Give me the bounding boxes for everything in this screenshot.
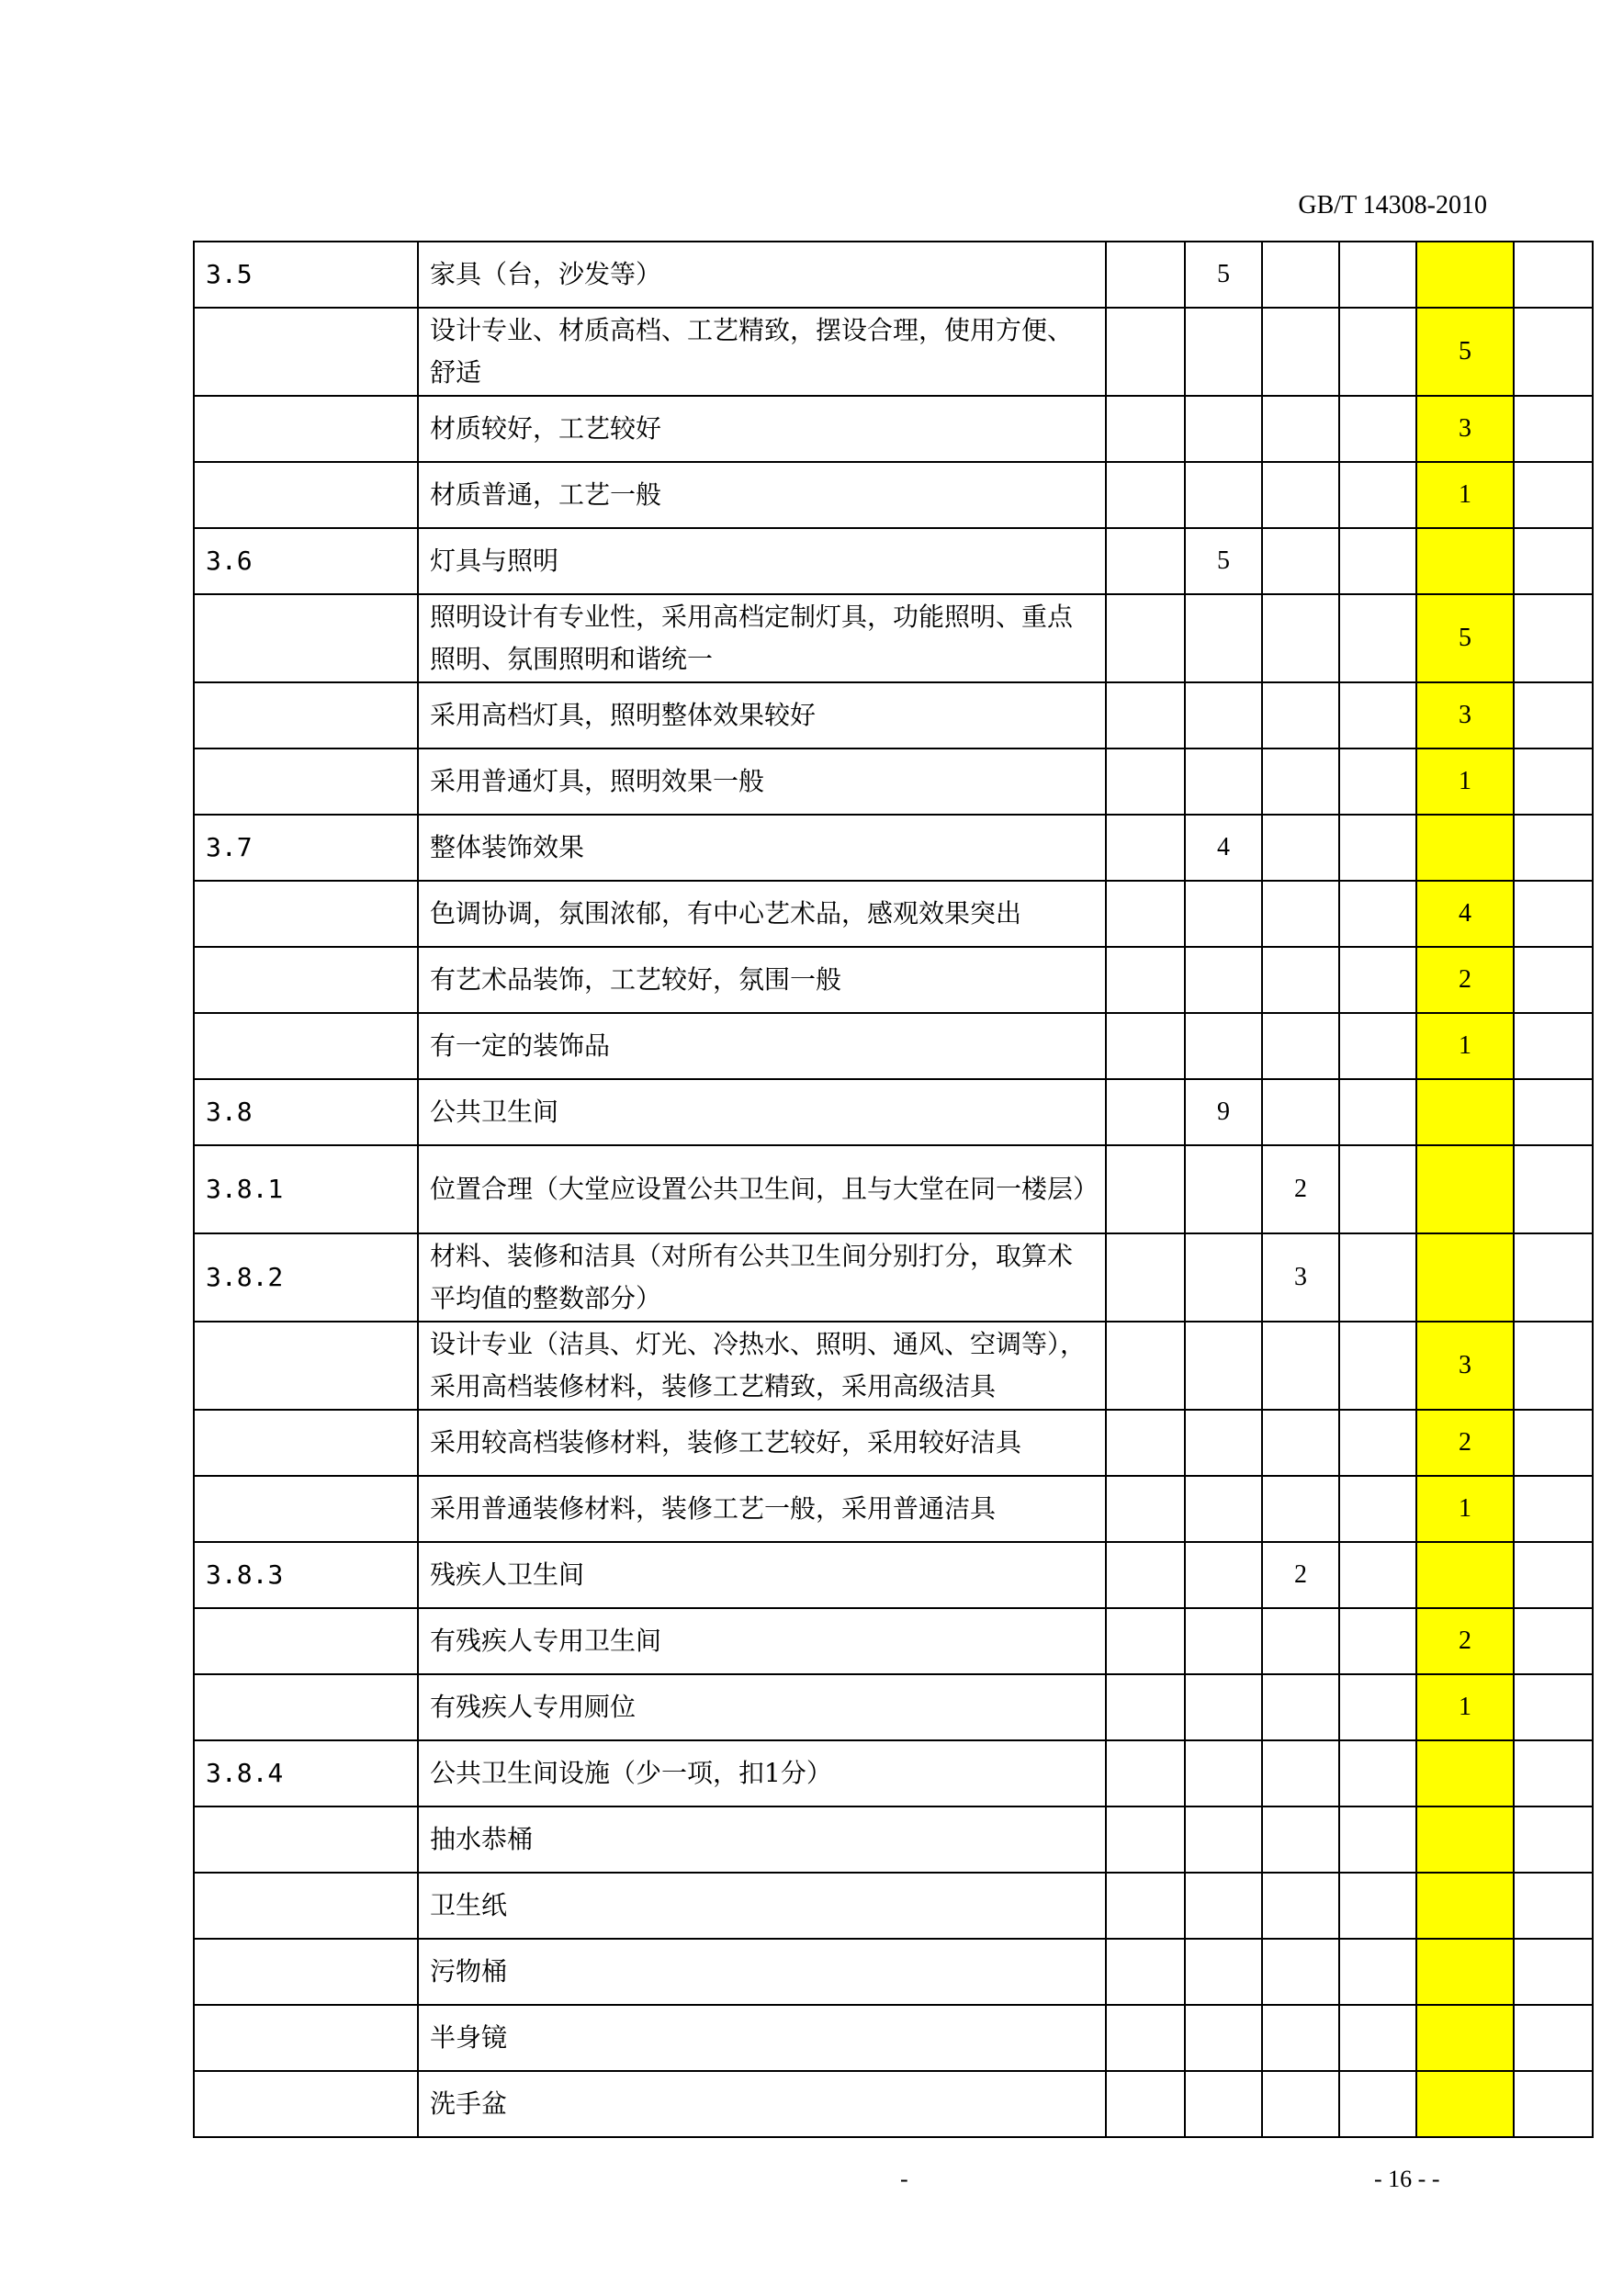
highlighted-score-cell xyxy=(1416,2005,1514,2071)
highlighted-score-cell: 2 xyxy=(1416,1608,1514,1674)
highlighted-score-cell: 2 xyxy=(1416,947,1514,1013)
score-col-6-cell xyxy=(1514,1013,1593,1079)
score-col-4-cell xyxy=(1339,396,1416,462)
item-number-cell: 3.8.2 xyxy=(194,1233,418,1322)
score-col-4-cell xyxy=(1339,682,1416,748)
score-col-6-cell xyxy=(1514,1740,1593,1806)
score-col-3-cell: 2 xyxy=(1262,1542,1339,1608)
score-col-2-cell xyxy=(1185,2005,1262,2071)
score-col-6-cell xyxy=(1514,748,1593,815)
score-col-1-cell xyxy=(1106,462,1185,528)
score-col-4-cell xyxy=(1339,1674,1416,1740)
item-description-cell: 公共卫生间设施（少一项，扣1分） xyxy=(418,1740,1106,1806)
table-row xyxy=(194,815,1593,881)
score-col-1-cell xyxy=(1106,1939,1185,2005)
item-number-cell xyxy=(194,947,418,1013)
highlighted-score-cell xyxy=(1416,1873,1514,1939)
highlighted-score-cell xyxy=(1416,1939,1514,2005)
item-description-cell: 卫生纸 xyxy=(418,1873,1106,1939)
score-col-4-cell xyxy=(1339,1542,1416,1608)
score-col-4-cell xyxy=(1339,881,1416,947)
item-description-cell: 洗手盆 xyxy=(418,2071,1106,2137)
highlighted-score-cell xyxy=(1416,1806,1514,1873)
score-col-4-cell xyxy=(1339,528,1416,594)
table-row xyxy=(194,947,1593,1013)
item-number-cell xyxy=(194,1873,418,1939)
item-number-cell: 3.8.3 xyxy=(194,1542,418,1608)
item-number-cell: 3.8 xyxy=(194,1079,418,1145)
score-col-1-cell xyxy=(1106,528,1185,594)
score-col-1-cell xyxy=(1106,1674,1185,1740)
score-col-2-cell: 4 xyxy=(1185,815,1262,881)
table-row xyxy=(194,308,1593,396)
item-description-cell: 位置合理（大堂应设置公共卫生间，且与大堂在同一楼层） xyxy=(418,1145,1106,1233)
highlighted-score-cell xyxy=(1416,1542,1514,1608)
score-col-4-cell xyxy=(1339,462,1416,528)
standard-code: GB/T 14308-2010 xyxy=(1298,191,1487,219)
score-col-1-cell xyxy=(1106,242,1185,308)
score-col-1-cell xyxy=(1106,1145,1185,1233)
score-col-3-cell xyxy=(1262,1322,1339,1410)
score-col-2-cell xyxy=(1185,1322,1262,1410)
score-col-2-cell xyxy=(1185,1542,1262,1608)
table-row xyxy=(194,682,1593,748)
score-col-6-cell xyxy=(1514,1079,1593,1145)
item-number-cell xyxy=(194,748,418,815)
score-col-2-cell xyxy=(1185,748,1262,815)
score-col-6-cell xyxy=(1514,947,1593,1013)
highlighted-score-cell: 1 xyxy=(1416,1674,1514,1740)
score-col-2-cell xyxy=(1185,1233,1262,1322)
score-col-1-cell xyxy=(1106,947,1185,1013)
scoring-table xyxy=(193,241,1594,2138)
item-description-cell: 采用高档灯具，照明整体效果较好 xyxy=(418,682,1106,748)
score-col-4-cell xyxy=(1339,2005,1416,2071)
score-col-3-cell xyxy=(1262,682,1339,748)
score-col-6-cell xyxy=(1514,815,1593,881)
highlighted-score-cell xyxy=(1416,2071,1514,2137)
score-col-3-cell xyxy=(1262,1939,1339,2005)
item-number-cell xyxy=(194,594,418,682)
item-description-cell: 有残疾人专用厕位 xyxy=(418,1674,1106,1740)
score-col-4-cell xyxy=(1339,815,1416,881)
score-col-1-cell xyxy=(1106,396,1185,462)
score-col-1-cell xyxy=(1106,1013,1185,1079)
score-col-3-cell xyxy=(1262,947,1339,1013)
score-col-4-cell xyxy=(1339,1013,1416,1079)
score-col-3-cell xyxy=(1262,1674,1339,1740)
page-number: - 16 - - xyxy=(1374,2166,1440,2192)
item-number-cell: 3.7 xyxy=(194,815,418,881)
score-col-3-cell xyxy=(1262,242,1339,308)
score-col-6-cell xyxy=(1514,528,1593,594)
score-col-2-cell xyxy=(1185,1608,1262,1674)
score-col-1-cell xyxy=(1106,2071,1185,2137)
score-col-6-cell xyxy=(1514,1476,1593,1542)
highlighted-score-cell: 1 xyxy=(1416,1013,1514,1079)
item-description-cell: 材质普通，工艺一般 xyxy=(418,462,1106,528)
table-row xyxy=(194,1410,1593,1476)
item-number-cell xyxy=(194,462,418,528)
table-row xyxy=(194,1079,1593,1145)
table-row xyxy=(194,1873,1593,1939)
item-number-cell: 3.5 xyxy=(194,242,418,308)
item-description-cell: 有艺术品装饰，工艺较好，氛围一般 xyxy=(418,947,1106,1013)
item-number-cell xyxy=(194,2005,418,2071)
table-row xyxy=(194,1542,1593,1608)
score-col-3-cell xyxy=(1262,1013,1339,1079)
table-row xyxy=(194,242,1593,308)
item-description-cell: 公共卫生间 xyxy=(418,1079,1106,1145)
score-col-1-cell xyxy=(1106,1740,1185,1806)
score-col-6-cell xyxy=(1514,1145,1593,1233)
item-description-cell: 有残疾人专用卫生间 xyxy=(418,1608,1106,1674)
table-row xyxy=(194,1145,1593,1233)
item-number-cell: 3.8.1 xyxy=(194,1145,418,1233)
item-description-cell: 有一定的装饰品 xyxy=(418,1013,1106,1079)
highlighted-score-cell: 1 xyxy=(1416,748,1514,815)
score-col-2-cell xyxy=(1185,396,1262,462)
score-col-1-cell xyxy=(1106,594,1185,682)
item-number-cell xyxy=(194,308,418,396)
score-col-4-cell xyxy=(1339,1806,1416,1873)
item-number-cell xyxy=(194,1013,418,1079)
table-row xyxy=(194,2071,1593,2137)
footer-left-mark: - xyxy=(900,2166,908,2192)
score-col-6-cell xyxy=(1514,1322,1593,1410)
item-description-cell: 采用普通装修材料，装修工艺一般，采用普通洁具 xyxy=(418,1476,1106,1542)
score-col-3-cell xyxy=(1262,2005,1339,2071)
score-col-6-cell xyxy=(1514,594,1593,682)
highlighted-score-cell xyxy=(1416,1740,1514,1806)
highlighted-score-cell: 1 xyxy=(1416,462,1514,528)
score-col-1-cell xyxy=(1106,1806,1185,1873)
item-number-cell xyxy=(194,2071,418,2137)
score-col-1-cell xyxy=(1106,1322,1185,1410)
score-col-4-cell xyxy=(1339,308,1416,396)
score-col-3-cell xyxy=(1262,815,1339,881)
score-col-6-cell xyxy=(1514,1410,1593,1476)
score-col-4-cell xyxy=(1339,1476,1416,1542)
score-col-2-cell xyxy=(1185,1145,1262,1233)
table-row xyxy=(194,2005,1593,2071)
score-col-2-cell xyxy=(1185,308,1262,396)
score-col-4-cell xyxy=(1339,1145,1416,1233)
score-col-4-cell xyxy=(1339,2071,1416,2137)
highlighted-score-cell xyxy=(1416,1233,1514,1322)
score-col-6-cell xyxy=(1514,1939,1593,2005)
score-col-4-cell xyxy=(1339,1410,1416,1476)
score-col-1-cell xyxy=(1106,1233,1185,1322)
score-col-6-cell xyxy=(1514,242,1593,308)
score-col-2-cell: 9 xyxy=(1185,1079,1262,1145)
table-row xyxy=(194,1476,1593,1542)
score-col-3-cell xyxy=(1262,1410,1339,1476)
highlighted-score-cell: 3 xyxy=(1416,682,1514,748)
score-col-3-cell xyxy=(1262,528,1339,594)
score-col-4-cell xyxy=(1339,1079,1416,1145)
item-description-cell: 采用普通灯具，照明效果一般 xyxy=(418,748,1106,815)
highlighted-score-cell: 1 xyxy=(1416,1476,1514,1542)
score-col-3-cell xyxy=(1262,1806,1339,1873)
score-col-4-cell xyxy=(1339,1608,1416,1674)
item-description-cell: 半身镜 xyxy=(418,2005,1106,2071)
score-col-1-cell xyxy=(1106,748,1185,815)
score-col-2-cell xyxy=(1185,1740,1262,1806)
score-col-4-cell xyxy=(1339,242,1416,308)
score-col-3-cell xyxy=(1262,1740,1339,1806)
score-col-1-cell xyxy=(1106,815,1185,881)
score-col-3-cell xyxy=(1262,462,1339,528)
item-description-cell: 抽水恭桶 xyxy=(418,1806,1106,1873)
item-description-cell: 残疾人卫生间 xyxy=(418,1542,1106,1608)
highlighted-score-cell: 3 xyxy=(1416,396,1514,462)
score-col-4-cell xyxy=(1339,947,1416,1013)
score-col-3-cell xyxy=(1262,396,1339,462)
score-col-1-cell xyxy=(1106,1608,1185,1674)
item-description-cell: 色调协调，氛围浓郁，有中心艺术品，感观效果突出 xyxy=(418,881,1106,947)
score-col-2-cell: 5 xyxy=(1185,242,1262,308)
item-number-cell: 3.8.4 xyxy=(194,1740,418,1806)
item-number-cell xyxy=(194,1322,418,1410)
score-col-3-cell: 2 xyxy=(1262,1145,1339,1233)
score-col-6-cell xyxy=(1514,1233,1593,1322)
table-row xyxy=(194,748,1593,815)
score-col-1-cell xyxy=(1106,1873,1185,1939)
highlighted-score-cell: 3 xyxy=(1416,1322,1514,1410)
table-row xyxy=(194,881,1593,947)
score-col-6-cell xyxy=(1514,2005,1593,2071)
item-description-cell: 照明设计有专业性，采用高档定制灯具，功能照明、重点照明、氛围照明和谐统一 xyxy=(418,594,1106,682)
score-col-2-cell xyxy=(1185,1806,1262,1873)
table-row xyxy=(194,1806,1593,1873)
score-col-6-cell xyxy=(1514,308,1593,396)
score-col-3-cell xyxy=(1262,1873,1339,1939)
item-number-cell xyxy=(194,1674,418,1740)
highlighted-score-cell xyxy=(1416,242,1514,308)
item-number-cell xyxy=(194,682,418,748)
score-col-6-cell xyxy=(1514,1674,1593,1740)
item-number-cell xyxy=(194,1608,418,1674)
score-col-1-cell xyxy=(1106,2005,1185,2071)
score-col-4-cell xyxy=(1339,1233,1416,1322)
item-number-cell xyxy=(194,1476,418,1542)
score-col-3-cell xyxy=(1262,1608,1339,1674)
score-col-6-cell xyxy=(1514,1542,1593,1608)
table-row xyxy=(194,1233,1593,1322)
item-number-cell: 3.6 xyxy=(194,528,418,594)
score-col-4-cell xyxy=(1339,1322,1416,1410)
score-col-2-cell xyxy=(1185,594,1262,682)
score-col-6-cell xyxy=(1514,396,1593,462)
score-col-1-cell xyxy=(1106,682,1185,748)
score-col-4-cell xyxy=(1339,748,1416,815)
score-col-2-cell xyxy=(1185,1674,1262,1740)
score-col-1-cell xyxy=(1106,308,1185,396)
table-row xyxy=(194,594,1593,682)
table-row xyxy=(194,396,1593,462)
highlighted-score-cell: 5 xyxy=(1416,594,1514,682)
score-col-2-cell xyxy=(1185,2071,1262,2137)
item-description-cell: 材料、装修和洁具（对所有公共卫生间分别打分，取算术平均值的整数部分） xyxy=(418,1233,1106,1322)
item-description-cell: 设计专业（洁具、灯光、冷热水、照明、通风、空调等），采用高档装修材料，装修工艺精致，采用高级洁具 xyxy=(418,1322,1106,1410)
highlighted-score-cell xyxy=(1416,1145,1514,1233)
score-col-2-cell xyxy=(1185,881,1262,947)
score-col-3-cell xyxy=(1262,1079,1339,1145)
score-col-3-cell xyxy=(1262,1476,1339,1542)
score-col-4-cell xyxy=(1339,1740,1416,1806)
score-col-2-cell xyxy=(1185,1410,1262,1476)
score-col-6-cell xyxy=(1514,462,1593,528)
score-col-2-cell xyxy=(1185,462,1262,528)
score-col-3-cell xyxy=(1262,881,1339,947)
score-col-1-cell xyxy=(1106,1410,1185,1476)
score-col-2-cell xyxy=(1185,682,1262,748)
table-row xyxy=(194,528,1593,594)
score-col-2-cell: 5 xyxy=(1185,528,1262,594)
score-col-4-cell xyxy=(1339,594,1416,682)
highlighted-score-cell: 5 xyxy=(1416,308,1514,396)
score-col-6-cell xyxy=(1514,682,1593,748)
table-row xyxy=(194,1740,1593,1806)
item-description-cell: 污物桶 xyxy=(418,1939,1106,2005)
item-number-cell xyxy=(194,1939,418,2005)
score-col-6-cell xyxy=(1514,1873,1593,1939)
table-row xyxy=(194,1013,1593,1079)
item-description-cell: 采用较高档装修材料，装修工艺较好，采用较好洁具 xyxy=(418,1410,1106,1476)
score-col-4-cell xyxy=(1339,1939,1416,2005)
score-col-6-cell xyxy=(1514,881,1593,947)
score-col-3-cell: 3 xyxy=(1262,1233,1339,1322)
score-col-4-cell xyxy=(1339,1873,1416,1939)
highlighted-score-cell xyxy=(1416,528,1514,594)
table-row xyxy=(194,1939,1593,2005)
highlighted-score-cell xyxy=(1416,815,1514,881)
score-col-2-cell xyxy=(1185,1013,1262,1079)
score-col-1-cell xyxy=(1106,1079,1185,1145)
item-number-cell xyxy=(194,1410,418,1476)
score-col-3-cell xyxy=(1262,2071,1339,2137)
item-description-cell: 灯具与照明 xyxy=(418,528,1106,594)
score-col-3-cell xyxy=(1262,308,1339,396)
score-col-1-cell xyxy=(1106,881,1185,947)
highlighted-score-cell: 2 xyxy=(1416,1410,1514,1476)
item-number-cell xyxy=(194,881,418,947)
item-number-cell xyxy=(194,1806,418,1873)
table-body xyxy=(194,242,1593,2137)
score-col-2-cell xyxy=(1185,1939,1262,2005)
item-description-cell: 整体装饰效果 xyxy=(418,815,1106,881)
score-col-2-cell xyxy=(1185,1476,1262,1542)
table-row xyxy=(194,1322,1593,1410)
item-number-cell xyxy=(194,396,418,462)
item-description-cell: 设计专业、材质高档、工艺精致，摆设合理，使用方便、舒适 xyxy=(418,308,1106,396)
highlighted-score-cell: 4 xyxy=(1416,881,1514,947)
score-col-6-cell xyxy=(1514,2071,1593,2137)
score-col-3-cell xyxy=(1262,748,1339,815)
score-col-2-cell xyxy=(1185,1873,1262,1939)
score-col-1-cell xyxy=(1106,1542,1185,1608)
score-col-6-cell xyxy=(1514,1608,1593,1674)
item-description-cell: 家具（台，沙发等） xyxy=(418,242,1106,308)
highlighted-score-cell xyxy=(1416,1079,1514,1145)
table-row xyxy=(194,1674,1593,1740)
item-description-cell: 材质较好，工艺较好 xyxy=(418,396,1106,462)
table-row xyxy=(194,1608,1593,1674)
score-col-2-cell xyxy=(1185,947,1262,1013)
table-row xyxy=(194,462,1593,528)
score-col-6-cell xyxy=(1514,1806,1593,1873)
score-col-3-cell xyxy=(1262,594,1339,682)
score-col-1-cell xyxy=(1106,1476,1185,1542)
